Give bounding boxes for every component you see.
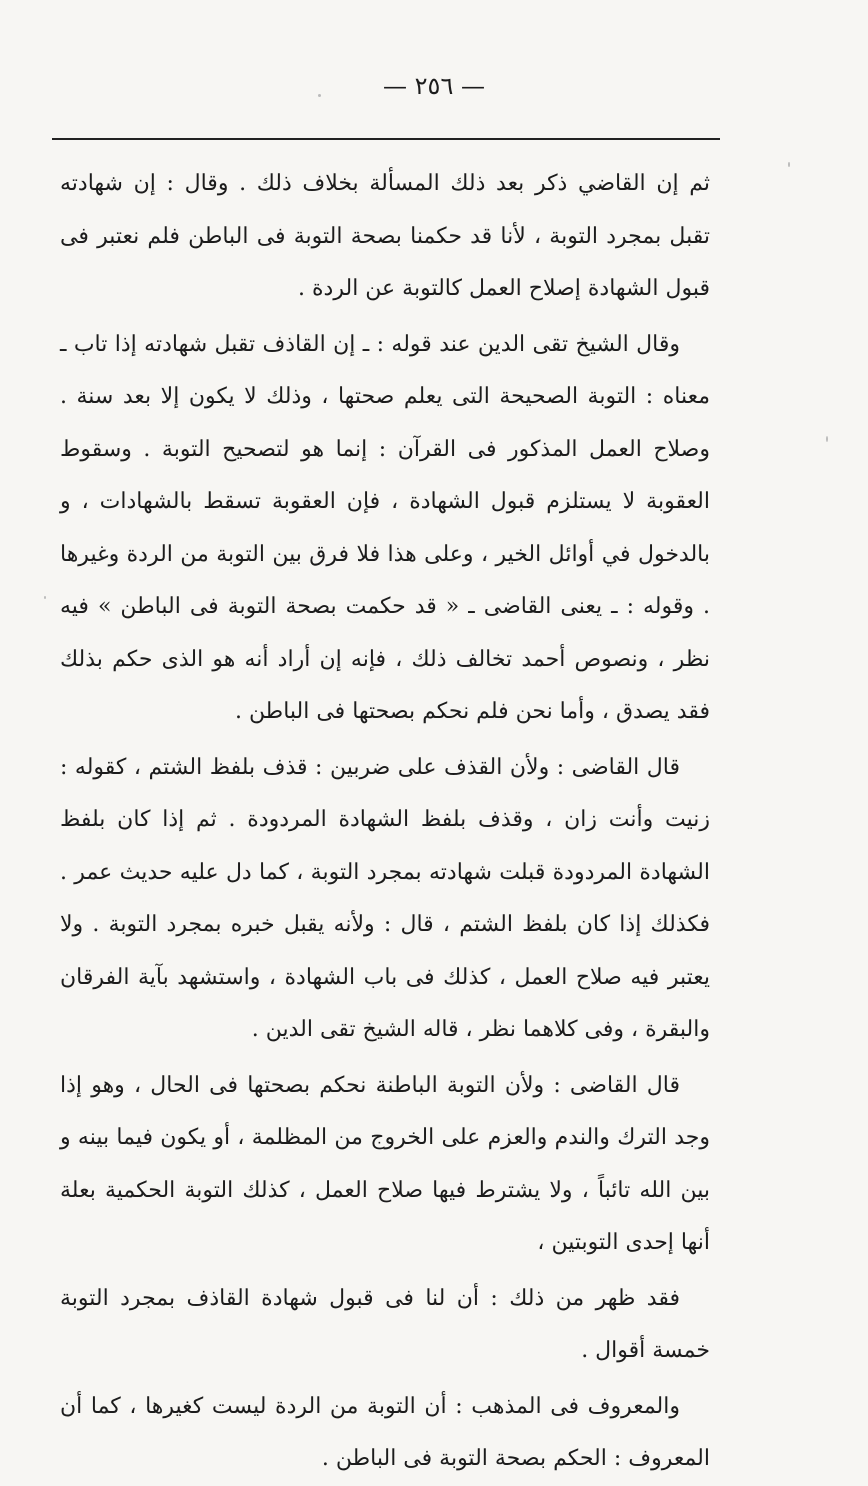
page-number: — ٢٥٦ — [383, 72, 485, 100]
paragraph: وقال الشيخ تقى الدين عند قوله : ـ إن القاذف تقبل شهادته إذا تاب ـ معناه : التوبة الصحيحة التى يعلم صحتها ، وذلك لا يكون إلا بعد سنة . وصلاح العمل المذكور فى القرآن : إنما هو لتصحيح التوبة . وسقوط العقوبة لا يستلزم قبول الشهادة ، فإن العقوبة تسقط بالشهادات ، و بالدخول في أوائل الخير ، وعلى هذا فلا فرق بين التوبة من الردة وغيرها . وقوله : ـ يعنى القاضى ـ « قد حكمت بصحة التوبة فى الباطن » فيه نظر ، ونصوص أحمد تخالف ذلك ، فإنه إن أراد أنه هو الذى حكم بذلك فقد يصدق ، وأما نحن فلم نحكم بصحتها فى الباطن . [60, 331, 711, 724]
scan-speck [826, 436, 828, 442]
paragraph: قال القاضى : ولأن التوبة الباطنة نحكم بصحتها فى الحال ، وهو إذا وجد الترك والندم والعزم على الخروج من المظلمة ، أو يكون فيما بينه و بين الله تائباً ، ولا يشترط فيها صلاح العمل ، كذلك التوبة الحكمية بعلة أنها إحدى التوبتين ، [60, 1072, 710, 1255]
paragraph: والمعروف فى المذهب : أن التوبة من الردة ليست كغيرها ، كما أن المعروف : الحكم بصحة التوبة فى الباطن . [60, 1393, 710, 1471]
scan-speck [788, 162, 790, 167]
body-text [60, 158, 710, 1486]
scan-speck [318, 94, 321, 97]
scan-speck [44, 596, 46, 599]
paragraph: قال القاضى : ولأن القذف على ضربين : قذف بلفظ الشتم ، كقوله : زنيت وأنت زان ، وقذف بلفظ الشهادة المردودة . ثم إذا كان بلفظ الشهادة المردودة قبلت شهادته بمجرد التوبة ، كما دل عليه حديث عمر . فكذلك إذا كان بلفظ الشتم ، قال : ولأنه يقبل خبره بمجرد التوبة . ولا يعتبر فيه صلاح العمل ، كذلك فى باب الشهادة ، واستشهد بآية الفرقان والبقرة ، وفى كلاهما نظر ، قاله الشيخ تقى الدين . [60, 754, 710, 1042]
header-rule [52, 138, 720, 140]
paragraph: فقد ظهر من ذلك : أن لنا فى قبول شهادة القاذف بمجرد التوبة خمسة أقوال . [60, 1285, 710, 1363]
paragraph: ثم إن القاضي ذكر بعد ذلك المسألة بخلاف ذلك . وقال : إن شهادته تقبل بمجرد التوبة ، لأنا قد حكمنا بصحة التوبة فى الباطن فلم نعتبر فى قبول الشهادة إصلاح العمل كالتوبة عن الردة . [60, 171, 710, 301]
